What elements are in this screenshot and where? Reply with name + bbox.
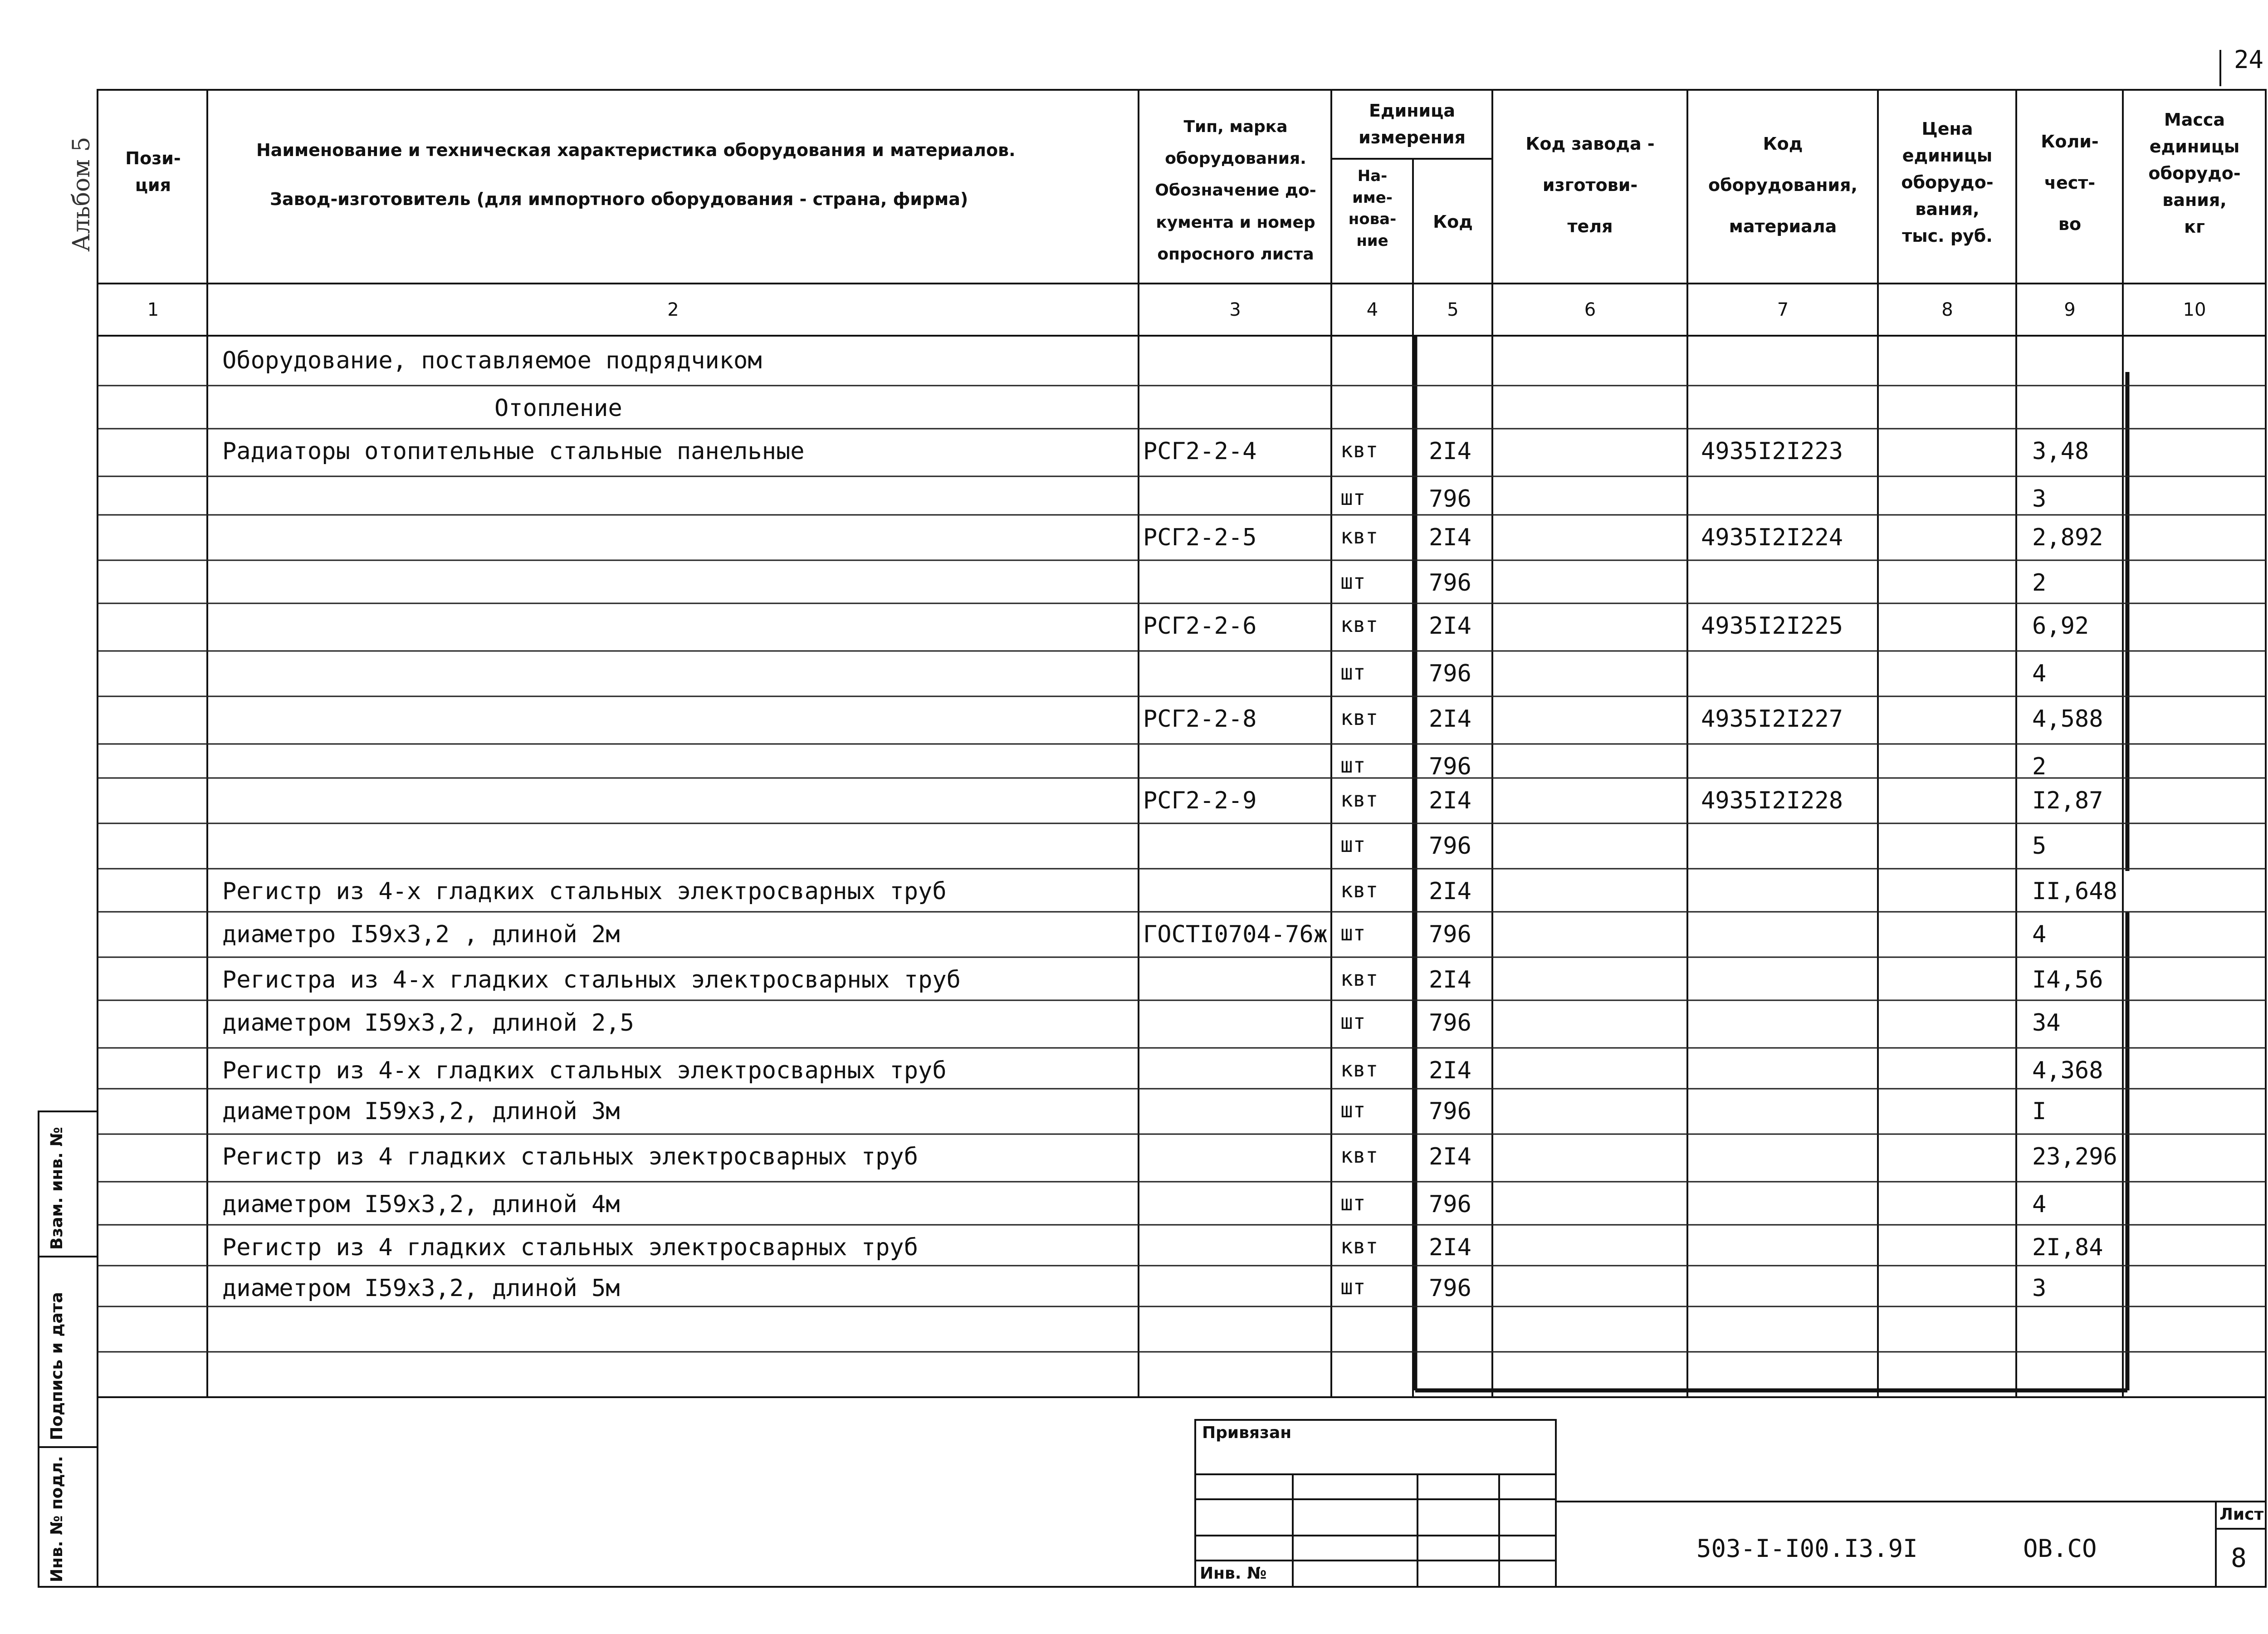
row-unit-code: 2I4 — [1429, 966, 1471, 993]
document-code: 503-I-I00.I3.9I — [1696, 1534, 1918, 1563]
row-unit-name: шт — [1340, 569, 1366, 594]
header-unit-name: На- име- нова- ние — [1348, 167, 1397, 250]
row-unit-name: шт — [1340, 1275, 1366, 1299]
column-number: 2 — [667, 299, 679, 320]
row-unit-code: 2I4 — [1429, 705, 1471, 733]
row-name: диаметро I59х3,2 , длиной 2м — [222, 921, 620, 948]
row-quantity: 4 — [2032, 1191, 2047, 1218]
header-quantity: Коли- чест- во — [2041, 132, 2099, 235]
header-name-line1: Наименование и техническая характеристика оборудования и материалов. — [256, 140, 1016, 160]
row-name: диаметром I59х3,2, длиной 2,5 — [222, 1009, 634, 1037]
row-type-mark: РСГ2-2-8 — [1143, 705, 1257, 733]
row-unit-name: квт — [1340, 438, 1378, 462]
row-quantity: 3 — [2032, 485, 2047, 513]
row-unit-code: 2I4 — [1429, 787, 1471, 814]
row-unit-name: квт — [1340, 787, 1378, 812]
row-unit-code: 796 — [1429, 832, 1471, 860]
row-unit-name: шт — [1340, 753, 1366, 778]
row-quantity: 4 — [2032, 921, 2047, 948]
column-number: 7 — [1777, 299, 1789, 320]
row-unit-name: шт — [1340, 660, 1366, 685]
row-name: Радиаторы отопительные стальные панельные — [222, 438, 805, 465]
row-unit-code: 2I4 — [1429, 612, 1471, 640]
row-name: Регистр из 4-х гладких стальных электросварных труб — [222, 1057, 947, 1084]
header-factory-code: Код завода - изготови- теля — [1525, 134, 1655, 237]
row-type-mark: РСГ2-2-5 — [1143, 524, 1257, 551]
row-name: Регистр из 4 гладких стальных электросварных труб — [222, 1143, 919, 1170]
document-mark: ОВ.СО — [2023, 1534, 2097, 1563]
row-quantity: 3,48 — [2032, 438, 2089, 465]
row-unit-name: квт — [1340, 966, 1378, 991]
side-stamp-signature-date: Подпись и дата — [48, 1292, 66, 1440]
row-equipment-code: 4935I2I224 — [1701, 524, 1843, 551]
row-unit-name: квт — [1340, 705, 1378, 730]
stamp-inv-no: Инв. № — [1200, 1564, 1267, 1583]
row-quantity: 6,92 — [2032, 612, 2089, 640]
row-unit-code: 796 — [1429, 1275, 1471, 1302]
row-quantity: I — [2032, 1098, 2047, 1125]
column-number: 10 — [2183, 299, 2206, 320]
row-unit-code: 2I4 — [1429, 1057, 1471, 1084]
row-quantity: 4,368 — [2032, 1057, 2103, 1084]
row-type-mark: РСГ2-2-4 — [1143, 438, 1257, 465]
row-unit-code: 2I4 — [1429, 438, 1471, 465]
column-number: 3 — [1229, 299, 1241, 320]
row-quantity: 23,296 — [2032, 1143, 2117, 1170]
header-type: Тип, марка оборудования. Обозначение до- кумента и номер опросного листа — [1155, 117, 1316, 264]
row-unit-name: шт — [1340, 921, 1366, 945]
row-quantity: I2,87 — [2032, 787, 2103, 814]
row-quantity: 34 — [2032, 1009, 2061, 1037]
row-unit-name: шт — [1340, 1098, 1366, 1122]
row-name: Регистр из 4-х гладких стальных электросварных труб — [222, 878, 947, 905]
row-name: Оборудование, поставляемое подрядчиком — [222, 347, 762, 374]
row-unit-name: шт — [1340, 1191, 1366, 1215]
header-mass: Масса единицы оборудо- вания, кг — [2148, 110, 2241, 237]
row-quantity: 2I,84 — [2032, 1234, 2103, 1261]
row-equipment-code: 4935I2I228 — [1701, 787, 1843, 814]
row-name: Регистр из 4 гладких стальных электросварных труб — [222, 1234, 919, 1261]
header-unit-code: Код — [1433, 212, 1473, 232]
row-unit-code: 2I4 — [1429, 1143, 1471, 1170]
row-unit-name: квт — [1340, 1143, 1378, 1168]
row-unit-code: 2I4 — [1429, 524, 1471, 551]
row-equipment-code: 4935I2I227 — [1701, 705, 1843, 733]
row-unit-code: 2I4 — [1429, 1234, 1471, 1261]
header-name-line2: Завод-изготовитель (для импортного оборудования - страна, фирма) — [270, 189, 968, 209]
row-unit-name: квт — [1340, 1234, 1378, 1258]
row-unit-name: шт — [1340, 1009, 1366, 1034]
row-type-mark: РСГ2-2-9 — [1143, 787, 1257, 814]
column-number: 8 — [1941, 299, 1953, 320]
header-equipment-code: Код оборудования, материала — [1708, 134, 1857, 237]
row-name: диаметром I59х3,2, длиной 4м — [222, 1191, 620, 1218]
stamp-privyazan: Привязан — [1202, 1424, 1292, 1442]
side-stamp-original-inv: Инв. № подл. — [48, 1456, 66, 1582]
row-unit-name: квт — [1340, 1057, 1378, 1081]
row-unit-name: квт — [1340, 878, 1378, 902]
header-position: Пози- ция — [125, 148, 181, 195]
column-number: 9 — [2064, 299, 2076, 320]
row-unit-code: 796 — [1429, 1098, 1471, 1125]
row-unit-name: шт — [1340, 485, 1366, 510]
row-name: Отопление — [494, 395, 622, 422]
album-label: Альбом 5 — [68, 137, 95, 252]
header-unit: Единица измерения — [1359, 101, 1466, 147]
row-unit-code: 796 — [1429, 1009, 1471, 1037]
column-number: 5 — [1447, 299, 1459, 320]
column-number: 6 — [1584, 299, 1596, 320]
row-quantity: 2 — [2032, 569, 2047, 597]
column-number: 4 — [1366, 299, 1378, 320]
row-type-mark: ГОСТI0704-76ж — [1143, 921, 1328, 948]
row-unit-code: 796 — [1429, 569, 1471, 597]
row-name: диаметром I59х3,2, длиной 5м — [222, 1275, 620, 1302]
row-unit-code: 796 — [1429, 753, 1471, 780]
row-quantity: 3 — [2032, 1275, 2047, 1302]
row-unit-code: 796 — [1429, 1191, 1471, 1218]
row-unit-name: квт — [1340, 612, 1378, 637]
header-price: Цена единицы оборудо- вания, тыс. руб. — [1901, 119, 1994, 246]
sheet-number: 8 — [2231, 1542, 2247, 1573]
row-quantity: 4,588 — [2032, 705, 2103, 733]
row-quantity: 2,892 — [2032, 524, 2103, 551]
row-quantity: 5 — [2032, 832, 2047, 860]
row-name: диаметром I59х3,2, длиной 3м — [222, 1098, 620, 1125]
column-number: 1 — [147, 299, 159, 320]
row-quantity: II,648 — [2032, 878, 2117, 905]
row-unit-name: квт — [1340, 524, 1378, 548]
row-unit-code: 796 — [1429, 660, 1471, 687]
row-name: Регистра из 4-х гладких стальных электросварных труб — [222, 966, 961, 993]
row-unit-name: шт — [1340, 832, 1366, 857]
row-unit-code: 2I4 — [1429, 878, 1471, 905]
row-quantity: 2 — [2032, 753, 2047, 780]
page-number: 24 — [2234, 45, 2264, 74]
side-stamp-replace-inv: Взам. инв. № — [48, 1127, 66, 1250]
row-quantity: 4 — [2032, 660, 2047, 687]
row-equipment-code: 4935I2I225 — [1701, 612, 1843, 640]
sheet-label: Лист — [2219, 1505, 2264, 1524]
row-unit-code: 796 — [1429, 485, 1471, 513]
row-type-mark: РСГ2-2-6 — [1143, 612, 1257, 640]
row-equipment-code: 4935I2I223 — [1701, 438, 1843, 465]
row-quantity: I4,56 — [2032, 966, 2103, 993]
row-unit-code: 796 — [1429, 921, 1471, 948]
